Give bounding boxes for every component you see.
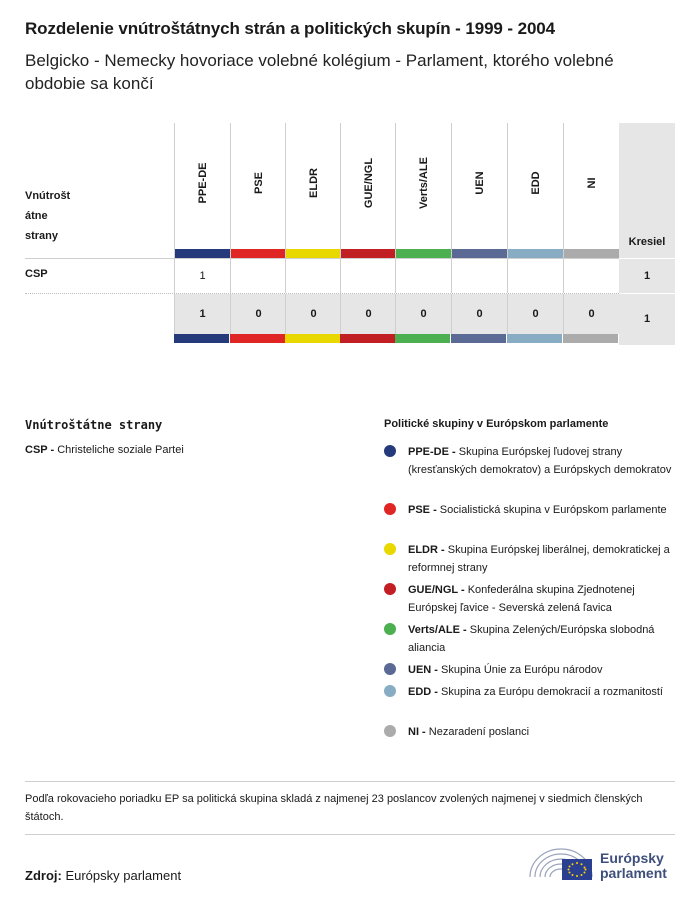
row-header-label-line: átne bbox=[25, 210, 48, 222]
column-header-label: NI bbox=[585, 177, 598, 189]
footnote: Podľa rokovacieho poriadku EP sa politická skupina skladá z najmenej 23 poslancov zvolených najmenej v siedmich členských štátoch. bbox=[25, 793, 643, 823]
column-header-label: UEN bbox=[473, 171, 486, 195]
table-cell bbox=[285, 259, 341, 293]
parties-legend-item bbox=[25, 444, 184, 456]
group-color-bar bbox=[174, 334, 229, 343]
european-parliament-logo bbox=[528, 843, 678, 883]
group-color-bar bbox=[341, 249, 396, 258]
group-separator: - bbox=[430, 504, 440, 516]
total-cell: 0 bbox=[285, 294, 341, 334]
group-abbr: PSE bbox=[408, 504, 431, 516]
group-abbr: GUE/NGL bbox=[408, 584, 458, 596]
group-description: Konfederálna skupina Zjednotenej Európskej ľavice - Severská zelená ľavica bbox=[408, 584, 635, 614]
groups-legend-item bbox=[384, 723, 674, 741]
group-color-bar bbox=[395, 334, 450, 343]
group-color-dot bbox=[384, 725, 396, 737]
group-color-bar bbox=[508, 249, 563, 258]
column-header-label: Verts/ALE bbox=[417, 157, 430, 209]
group-color-bar bbox=[231, 249, 286, 258]
group-separator: - bbox=[431, 664, 442, 676]
group-description: Skupina Európskej liberálnej, demokratickej a reformnej strany bbox=[408, 544, 670, 574]
european-parliament-logo-icon bbox=[528, 843, 594, 883]
total-cell: 0 bbox=[340, 294, 396, 334]
group-color-dot bbox=[384, 663, 396, 675]
column-header-eldr bbox=[285, 123, 341, 258]
column-header-label: PSE bbox=[252, 171, 265, 195]
group-color-bar bbox=[340, 334, 395, 343]
group-color-bar bbox=[175, 249, 230, 258]
column-header-edd bbox=[507, 123, 563, 258]
group-separator: - bbox=[419, 726, 429, 738]
group-description: Socialistická skupina v Európskom parlamente bbox=[439, 504, 667, 516]
group-separator: - bbox=[431, 686, 442, 698]
table-cell bbox=[563, 259, 619, 293]
total-cell: 1 bbox=[174, 294, 230, 334]
groups-legend-item bbox=[384, 501, 674, 519]
group-description: Skupina Únie za Európu národov bbox=[441, 664, 603, 676]
group-abbr: EDD bbox=[408, 686, 432, 698]
group-color-dot bbox=[384, 543, 396, 555]
group-color-bar bbox=[563, 334, 618, 343]
group-color-bar bbox=[451, 334, 506, 343]
group-abbr: Verts/ALE bbox=[408, 624, 460, 636]
table-cell bbox=[451, 259, 507, 293]
source-label: Zdroj: bbox=[25, 868, 62, 883]
column-header-label: GUE/NGL bbox=[362, 157, 375, 209]
parties-legend-title: Vnútroštátne strany bbox=[25, 418, 163, 432]
column-header-label: PPE-DE bbox=[196, 162, 209, 204]
column-header-label: EDD bbox=[529, 171, 542, 195]
page-title: Rozdelenie vnútroštátnych strán a politických skupín - 1999 - 2004 bbox=[25, 19, 556, 38]
group-abbr: ELDR bbox=[408, 544, 438, 556]
column-header-label: ELDR bbox=[307, 168, 320, 198]
group-separator: - bbox=[457, 584, 468, 596]
row-header-label bbox=[25, 186, 70, 246]
group-abbr: UEN bbox=[408, 664, 432, 676]
logo-line: Európsky bbox=[600, 850, 664, 866]
group-separator: - bbox=[448, 446, 459, 458]
group-separator: - bbox=[437, 544, 448, 556]
party-separator: - bbox=[47, 444, 58, 456]
table-cell bbox=[507, 259, 563, 293]
group-color-bar bbox=[286, 249, 341, 258]
total-cell: 0 bbox=[230, 294, 286, 334]
party-name: Christeliche soziale Partei bbox=[57, 444, 184, 456]
group-color-bar bbox=[230, 334, 285, 343]
total-seats-cell: 1 bbox=[619, 294, 675, 345]
group-color-dot bbox=[384, 503, 396, 515]
seats-header-label: Kresiel bbox=[628, 236, 666, 248]
table-cell bbox=[395, 259, 451, 293]
row-header-label-line: strany bbox=[25, 230, 59, 242]
total-cell: 0 bbox=[395, 294, 451, 334]
seat-distribution-table bbox=[25, 123, 675, 345]
row-header-label-line: Vnútrošt bbox=[25, 190, 71, 202]
group-color-dot bbox=[384, 583, 396, 595]
divider bbox=[25, 781, 675, 782]
table-cell: 1 bbox=[174, 259, 230, 293]
group-color-dot bbox=[384, 685, 396, 697]
column-header-gue-ngl bbox=[340, 123, 396, 258]
row-seats-cell: 1 bbox=[619, 259, 675, 293]
column-header-uen bbox=[451, 123, 507, 258]
group-description: Skupina za Európu demokracií a rozmanitostí bbox=[441, 686, 663, 698]
column-header-pse bbox=[230, 123, 286, 258]
seats-column-header bbox=[619, 123, 675, 258]
party-abbr: CSP bbox=[25, 444, 48, 456]
group-color-bar bbox=[396, 249, 451, 258]
total-cell: 0 bbox=[507, 294, 563, 334]
group-abbr: NI bbox=[408, 726, 419, 738]
row-party-label: CSP bbox=[25, 268, 48, 280]
groups-legend-item bbox=[384, 683, 674, 701]
column-header-verts-ale bbox=[395, 123, 451, 258]
table-cell bbox=[340, 259, 396, 293]
groups-legend-item bbox=[384, 581, 674, 617]
groups-legend-item bbox=[384, 661, 674, 679]
logo-line: parlament bbox=[600, 865, 667, 881]
group-separator: - bbox=[459, 624, 470, 636]
column-header-ppe-de bbox=[174, 123, 230, 258]
group-color-bar bbox=[564, 249, 619, 258]
table-cell bbox=[230, 259, 286, 293]
source-line bbox=[25, 868, 181, 883]
groups-legend-item bbox=[384, 621, 674, 657]
source-value: Európsky parlament bbox=[65, 868, 182, 883]
group-description: Skupina Európskej ľudovej strany (kresťanských demokratov) a Európskych demokratov bbox=[408, 446, 672, 476]
divider bbox=[25, 834, 675, 835]
total-cell: 0 bbox=[563, 294, 619, 334]
group-color-dot bbox=[384, 445, 396, 457]
group-color-bar bbox=[285, 334, 340, 343]
groups-legend-item bbox=[384, 541, 674, 577]
group-abbr: PPE-DE bbox=[408, 446, 449, 458]
page-subtitle: Belgicko - Nemecky hovoriace volebné kolégium - Parlament, ktorého volebné obdobie sa končí bbox=[25, 51, 614, 93]
column-header-ni bbox=[563, 123, 619, 258]
group-color-bar bbox=[452, 249, 507, 258]
group-color-dot bbox=[384, 623, 396, 635]
total-cell: 0 bbox=[451, 294, 507, 334]
group-description: Skupina Zelených/Európska slobodná aliancia bbox=[408, 624, 655, 654]
group-description: Nezaradení poslanci bbox=[428, 726, 530, 738]
group-color-bar bbox=[507, 334, 562, 343]
groups-legend-item bbox=[384, 443, 674, 479]
logo-wordmark bbox=[600, 851, 667, 881]
groups-legend-title: Politické skupiny v Európskom parlamente bbox=[384, 418, 609, 430]
